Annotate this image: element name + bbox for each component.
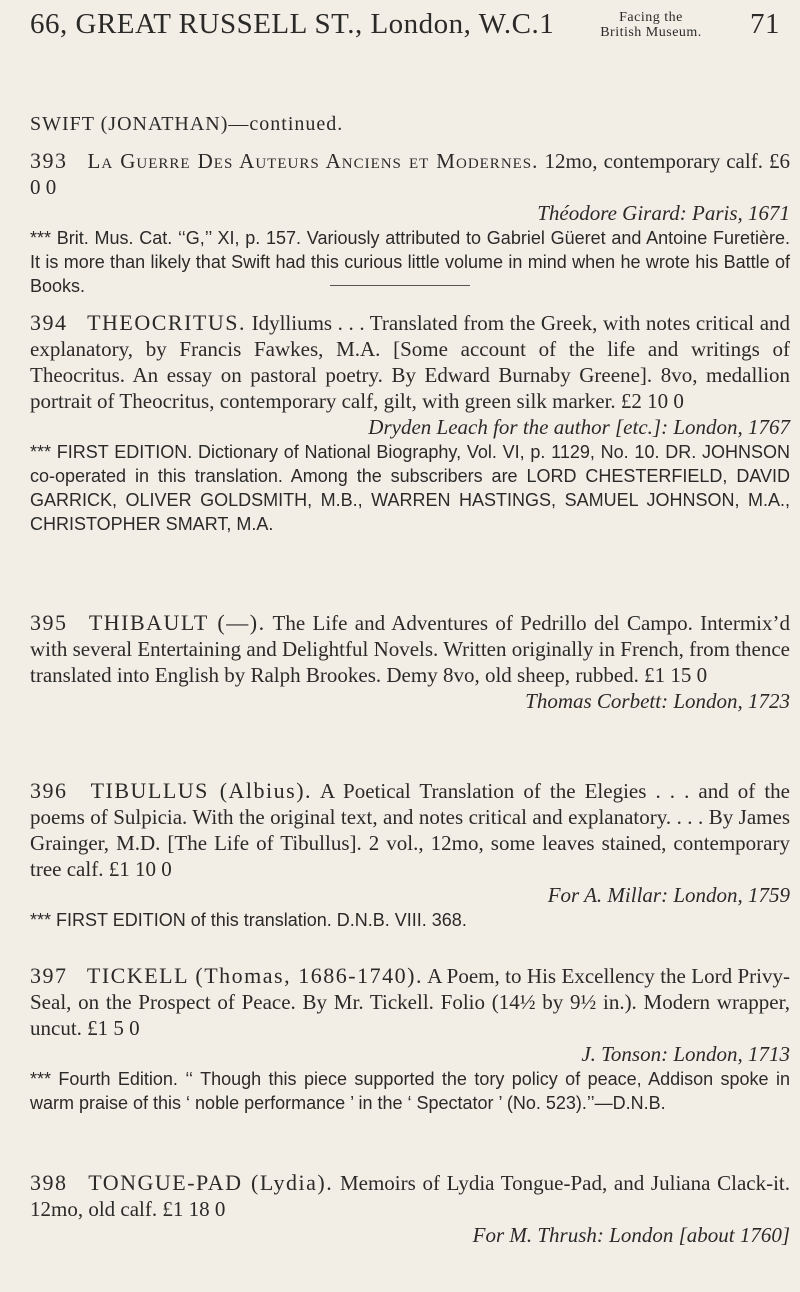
page-number: 71 (750, 8, 780, 40)
entry-description: Memoirs of Lydia Tongue-Pad, and Juliana Clack-it. 12mo, old calf. £1 18 0 (30, 1171, 791, 1221)
entry-number: 394 (30, 310, 68, 335)
catalogue-entry-393 (30, 148, 790, 298)
catalogue-entry-398 (30, 1170, 790, 1248)
page-header (30, 8, 790, 48)
entry-description: The Life and Adventures of Pedrillo del Campo. Intermix’d with several Entertaining and Delightful Novels. Written originally in French, from thence translated into English by Ralph Brookes. Demy 8vo, old sheep, rubbed. £1 15 0 (30, 611, 790, 687)
entry-title: TICKELL (Thomas, 1686-1740). (86, 963, 423, 988)
entry-number: 397 (30, 963, 68, 988)
entry-note: *** FIRST EDITION. Dictionary of National Biography, Vol. VI, p. 1129, No. 10. DR. JOHNSON co-operated in this translation. Among the subscribers are LORD CHESTERFIELD, DAVID GARRICK, OLIVER GOLDSMITH, M.B., WARREN HASTINGS, SAMUEL JOHNSON, M.A., CHRISTOPHER SMART, M.A. (30, 442, 790, 534)
entry-description: Idylliums . . . Translated from the Greek, with notes critical and explanatory, by Francis Fawkes, M.A. [Some account of the life and writings of Theocritus. An essay on pastoral poetry. By Edward Burnaby Greene]. 8vo, medallion portrait of Theocritus, contemporary calf, gilt, with green silk marker. £2 10 0 (30, 311, 791, 413)
entry-note: *** Brit. Mus. Cat. ‘‘G,’’ XI, p. 157. Variously attributed to Gabriel Güeret and Antoine Furetière. It is more than likely that Swift had this curious little volume in mind when he wrote his Battle of Books. (30, 228, 790, 296)
entry-imprint: Dryden Leach for the author [etc.]: London, 1767 (368, 415, 790, 439)
entry-title: TONGUE-PAD (Lydia). (88, 1170, 334, 1195)
catalogue-entry-396 (30, 778, 790, 932)
entry-number: 393 (30, 148, 68, 173)
facing-note (596, 10, 706, 40)
section-divider (330, 285, 470, 286)
catalogue-entry-395 (30, 610, 790, 714)
entry-number: 398 (30, 1170, 68, 1195)
entry-title: TIBULLUS (Albius). (90, 778, 313, 803)
section-heading: SWIFT (JONATHAN)—continued. (30, 113, 344, 135)
catalogue-entry-397 (30, 963, 790, 1115)
entry-imprint: For A. Millar: London, 1759 (547, 883, 790, 907)
entry-note: *** Fourth Edition. ‘‘ Though this piece supported the tory policy of peace, Addison spoke in warm praise of this ‘ noble performance ’ in the ‘ Spectator ’ (No. 523).’’—D.N.B. (30, 1069, 790, 1113)
entry-imprint: For M. Thrush: London [about 1760] (472, 1223, 790, 1247)
entry-title: THIBAULT (—). (88, 610, 266, 635)
entry-title: La Guerre Des Auteurs Anciens et Modernes. (87, 149, 539, 173)
bookseller-address: 66, GREAT RUSSELL ST., London, W.C.1 (30, 8, 555, 40)
entry-number: 395 (30, 610, 68, 635)
catalogue-entry-394 (30, 310, 790, 536)
entry-imprint: J. Tonson: London, 1713 (581, 1042, 790, 1066)
entry-description: A Poetical Translation of the Elegies . . . and of the poems of Sulpicia. With the original text, and notes critical and explanatory. . . . By James Grainger, M.D. [The Life of Tibullus]. 2 vol., 12mo, some leaves stained, contemporary tree calf. £1 10 0 (30, 779, 791, 881)
facing-line-2: British Museum. (600, 25, 702, 40)
entry-description: 12mo, contemporary calf. £6 0 0 (30, 149, 791, 199)
facing-line-1: Facing the (619, 10, 683, 25)
entry-imprint: Théodore Girard: Paris, 1671 (537, 201, 790, 225)
entry-title: THEOCRITUS. (87, 310, 246, 335)
entry-number: 396 (30, 778, 68, 803)
entry-imprint: Thomas Corbett: London, 1723 (525, 689, 790, 713)
entry-description: A Poem, to His Excellency the Lord Privy-Seal, on the Prospect of Peace. By Mr. Tickell. Folio (14½ by 9½ in.). Modern wrapper, uncut. £1 5 0 (30, 964, 791, 1040)
entry-note: *** FIRST EDITION of this translation. D.N.B. VIII. 368. (30, 910, 467, 930)
